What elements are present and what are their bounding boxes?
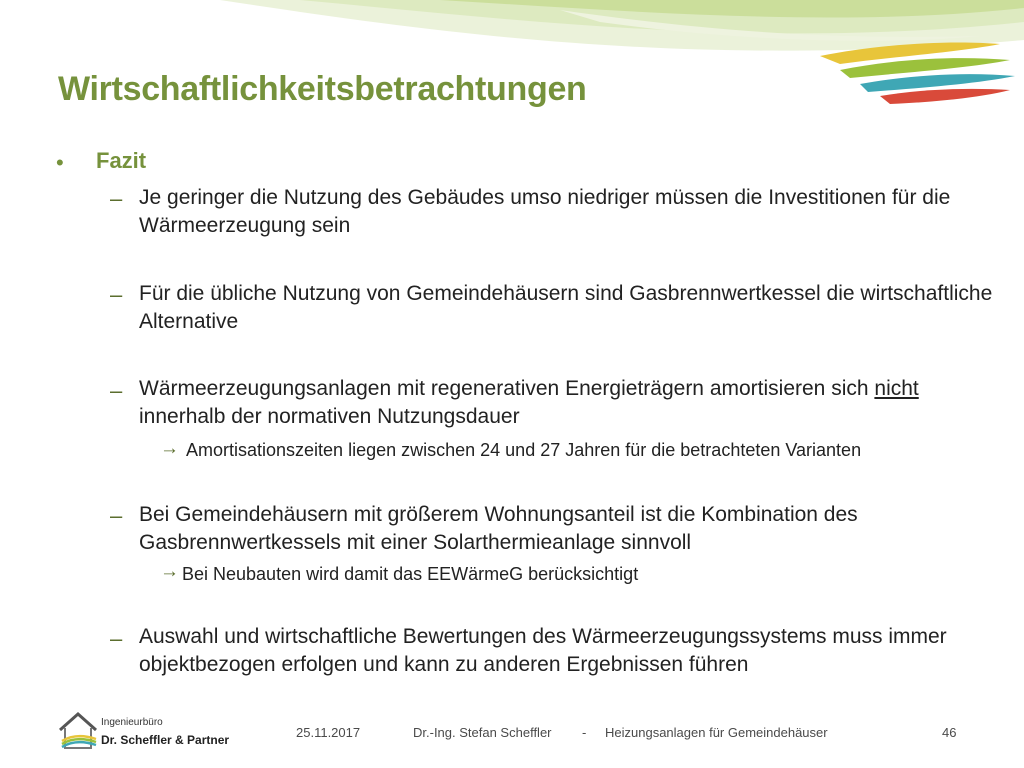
footer-separator: - <box>582 725 587 740</box>
slide-title: Wirtschaftlichkeitsbetrachtungen <box>58 70 587 108</box>
dash-icon: – <box>110 186 123 211</box>
arrow-right-icon: → <box>160 438 179 459</box>
dash-icon: – <box>110 282 123 307</box>
emphasis-underlined: nicht <box>874 377 919 400</box>
list-item: Für die übliche Nutzung von Gemeindehäusern sind Gasbrennwertkessel die wirtschaftliche Alternative <box>139 282 993 333</box>
page-number: 46 <box>942 725 957 740</box>
list-item: Bei Gemeindehäusern mit größerem Wohnungsanteil ist die Kombination des Gasbrennwertkessels mit einer Solarthermieanlage sinnvoll <box>139 503 858 554</box>
section-heading: Fazit <box>96 148 147 173</box>
list-subitem: Bei Neubauten wird damit das EEWärmeG berücksichtigt <box>182 564 639 584</box>
bullet-dot-icon: • <box>56 150 64 175</box>
company-line2: Dr. Scheffler & Partner <box>101 733 230 747</box>
company-line1: Ingenieurbüro <box>101 717 163 728</box>
dash-icon: – <box>110 626 123 651</box>
footer-topic: Heizungsanlagen für Gemeindehäuser <box>605 725 828 740</box>
dash-icon: – <box>110 378 123 403</box>
list-subitem: Amortisationszeiten liegen zwischen 24 und 27 Jahren für die betrachteten Varianten <box>186 440 862 460</box>
list-item: Wärmeerzeugungsanlagen mit regenerativen Energieträgern amortisieren sich nicht innerhalb der normativen Nutzungsdauer <box>139 377 919 428</box>
footer-date: 25.11.2017 <box>296 725 361 740</box>
house-logo-icon <box>56 708 100 752</box>
dash-icon: – <box>110 503 123 528</box>
arrow-right-icon: → <box>160 561 179 582</box>
footer-author: Dr.-Ing. Stefan Scheffler <box>413 725 552 740</box>
list-item: Je geringer die Nutzung des Gebäudes umso niedriger müssen die Investitionen für die Wärmeerzeugung sein <box>139 186 951 237</box>
list-item: Auswahl und wirtschaftliche Bewertungen des Wärmeerzeugungssystems muss immer objektbezogen erfolgen und kann zu anderen Ergebnissen führen <box>139 625 947 676</box>
